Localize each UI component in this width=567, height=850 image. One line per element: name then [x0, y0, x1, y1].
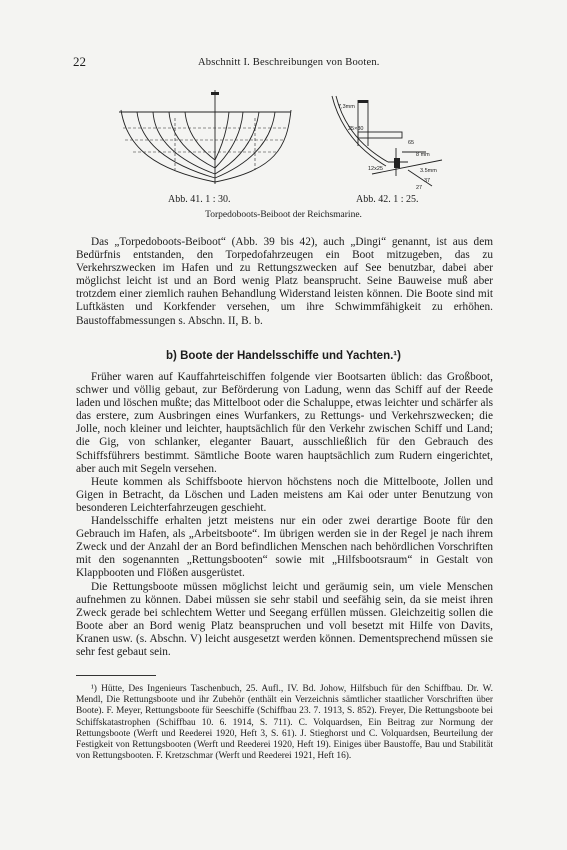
- body-text: [76, 371, 493, 659]
- paragraph: Handelsschiffe erhalten jetzt meistens nur ein oder zwei derartige Boote für den Gebrauch im Hafen, als „Arbeitsboote“. Im übrigen werden sie in der Regel je nach ihrem Zweck und der Anzahl der an Bord befindlichen Menschen nach behördlichen Vorschriften mit den sogenannten „Rettungsbooten“ sowie mit „Hilfsbootsraum“ in Gestalt von Klappbooten und Flößen ausgerüstet.: [76, 515, 493, 580]
- paragraph: Heute kommen als Schiffsboote hiervon höchstens noch die Mittelboote, Jollen und Gigen in Betracht, da Löschen und Laden meistens am Kai oder unter Benutzung von besonderen Leichterfahrzeugen geschieht.: [76, 475, 493, 514]
- paragraph: Die Rettungsboote müssen möglichst leicht und geräumig sein, um viele Menschen aufnehmen zu können. Dabei müssen sie sehr stabil und seefähig sein, da sie meist ihren Zweck gerade bei schlechtem Wetter und Seegang erfüllen müssen. Gleichzeitig sollen die Boote aber an Bord wenig Platz beanspruchen und voll besetzt mit Hilfe von Davits, Kranen usw. (s. Abschn. V) leicht ausgesetzt werden können. Dementsprechend müssen sie sehr fest gebaut sein.: [76, 580, 493, 658]
- intro-paragraph: Das „Torpedoboots-Beiboot“ (Abb. 39 bis 42), auch „Dingi“ genannt, ist aus dem Bedürfnis entstanden, den Torpedofahrzeugen ein Boot mitzugeben, das zu Verkehrszwecken im Hafen und zu Rettungszwecken auf See benutzbar, dabei aber möglichst leicht ist und an Bord wenig Platz beansprucht. Seine Bauweise muß aber trotzdem einer ziemlich rauhen Behandlung Widerstand leisten können. Die Boote sind mit Luftkästen und Korkfender versehen, um ihre Schwimmfähigkeit zu erhöhen. Baustoffabmessungen s. Abschn. II, B. b.: [76, 236, 493, 327]
- paragraph: Früher waren auf Kauffahrteischiffen folgende vier Bootsarten üblich: das Großboot, schwer und völlig gebaut, zur Beförderung von Ladung, wenn das Schiff auf der Reede laden und löschen mußte; das Mittelboot oder die Schaluppe, etwas leichter und schärfer als das erstere, zum Ausbringen eines Wurfankers, zu Rettungs- und Verkehrszwecken; die Jolle, noch kleiner und leichter, hauptsächlich für den Verkehr zwischen Schiff und Land; die Gig, von schlanker, eleganter Bauart, ausschließlich für den Gebrauch des Schiffsführers bestimmt. Sämtliche Boote waren hauptsächlich zum Rudern eingerichtet, aber auch mit Segeln versehen.: [76, 371, 493, 475]
- running-title: Abschnitt I. Beschreibungen von Booten.: [198, 57, 380, 68]
- fig42-label: 65: [408, 140, 415, 146]
- footnote-text: ¹) Hütte, Des Ingenieurs Taschenbuch, 25. Aufl., IV. Bd. Johow, Hilfsbuch für den Schiffbau. Dr. W. Mendl, Die Rettungsboote und ihr Zubehör (enthält ein Verzeichnis sämtlicher staatlicher Vorschriften über Boote). F. Meyer, Rettungsboote für Seeschiffe (Schiffbau 23. 7. 1913, S. 852). Freyer, Die Rettungsboote bei Schiffskatastrophen (Schiffbau 10. 6. 1914, S. 711). C. Volquardsen, Ein Beitrag zur Normung der Rettungsboote (Werft und Reederei 1920, Heft 3, S. 61). J. Stieghorst und C. Volquardsen, Beurteilung der Festigkeit von Rettungsbooten (Werft und Reederei 1920, Heft 19). Einiges über Baustoffe, Bau und Stabilität von Rettungsbooten. F. Kretzschmar (Werft und Reederei 1921, Heft 16).: [76, 684, 493, 762]
- figure-title: Torpedoboots-Beiboot der Reichsmarine.: [205, 210, 362, 220]
- fig42-label: 25×30: [348, 126, 364, 132]
- fig42-caption: Abb. 42. 1 : 25.: [356, 194, 419, 205]
- footnote: [76, 684, 493, 762]
- section-heading: b) Boote der Handelsschiffe und Yachten.¹): [166, 350, 401, 362]
- fig42-label: 8 mm: [416, 152, 430, 158]
- fig42-label: 3.5mm: [420, 168, 437, 174]
- page-number: 22: [73, 54, 86, 69]
- fig41-caption: Abb. 41. 1 : 30.: [168, 194, 231, 205]
- section-detail-figure: [312, 90, 450, 190]
- intro-section: [76, 236, 493, 328]
- footnote-rule: [76, 675, 156, 676]
- body-plan-figure: [115, 88, 295, 186]
- fig42-label: 7,3mm: [338, 104, 355, 110]
- fig42-label: 27: [416, 185, 423, 190]
- fig42-label: 37: [424, 178, 431, 184]
- fig42-label: 12x25: [368, 166, 383, 172]
